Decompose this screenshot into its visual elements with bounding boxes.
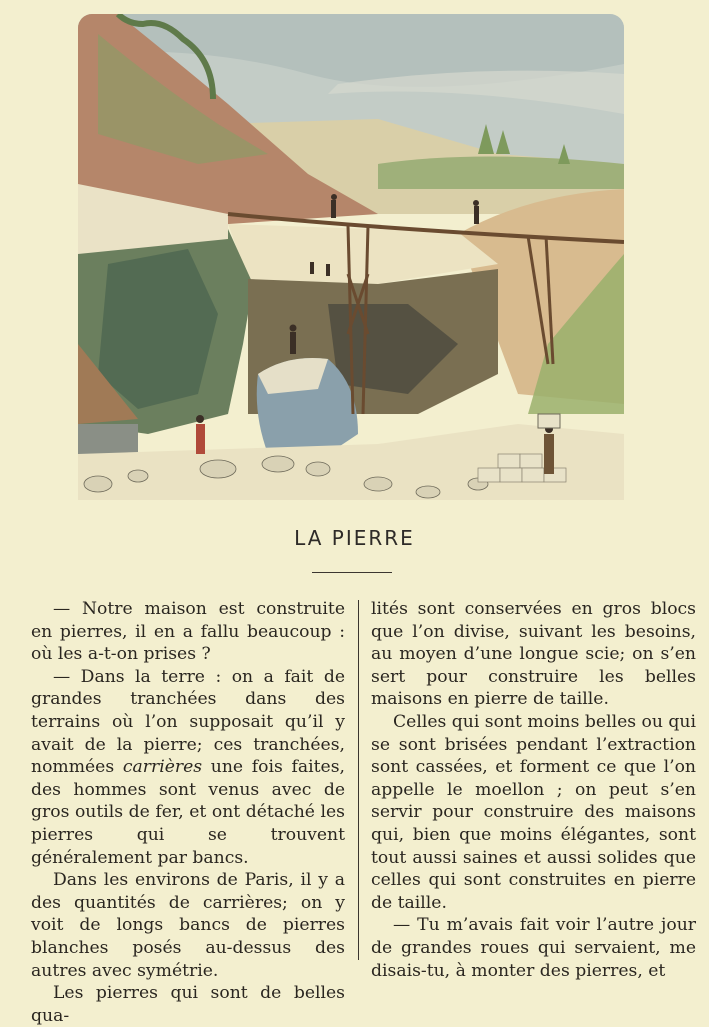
left-column [31,598,345,1027]
paragraph: Dans les environs de Paris, il y a des quantités de carrières; on y voit de longs bancs de pierres blanches posés au-dessus des autres avec symétrie. [31,870,345,981]
paragraph: Les pierres qui sont de belles qua- [31,983,345,1026]
column-divider [358,600,359,960]
paragraph: Celles qui sont moins belles ou qui se sont brisées pendant l’extraction sont cassées, et forment ce que l’on appelle le moellon ; on peut s’en servir pour construire des maisons qui, bien que moins élégantes, sont tout aussi saines et aussi solides que celles qui sont construites en pierre de taille. [371,711,696,913]
paragraph: — Notre maison est construite en pierres, il en a fallu beaucoup : où les a-t-on prises ? [31,599,345,665]
right-column [371,598,696,982]
paragraph: — Dans la terre : on a fait de grandes tranchées dans des terrains où l’on supposait qu’il y avait de la pierre; ces tranchées, nommées carrières une fois faites, des hommes sont venus avec de gros outils de fer, et ont détaché les pierres qui se trouvent généralement par bancs. [31,666,345,868]
quarry-illustration [78,14,624,500]
paragraph: lités sont conservées en gros blocs que l’on divise, suivant les besoins, au moyen d’une longue scie; on s’en sert pour construire les belles maisons en pierre de taille. [371,599,696,710]
article-title: LA PIERRE [294,526,415,550]
title-rule [312,572,392,573]
quarry-engraving [78,14,624,500]
italic-term: carrières [122,757,203,778]
paragraph: — Tu m’avais fait voir l’autre jour de grandes roues qui servaient, me disais-tu, à monter des pierres, et [371,915,696,981]
